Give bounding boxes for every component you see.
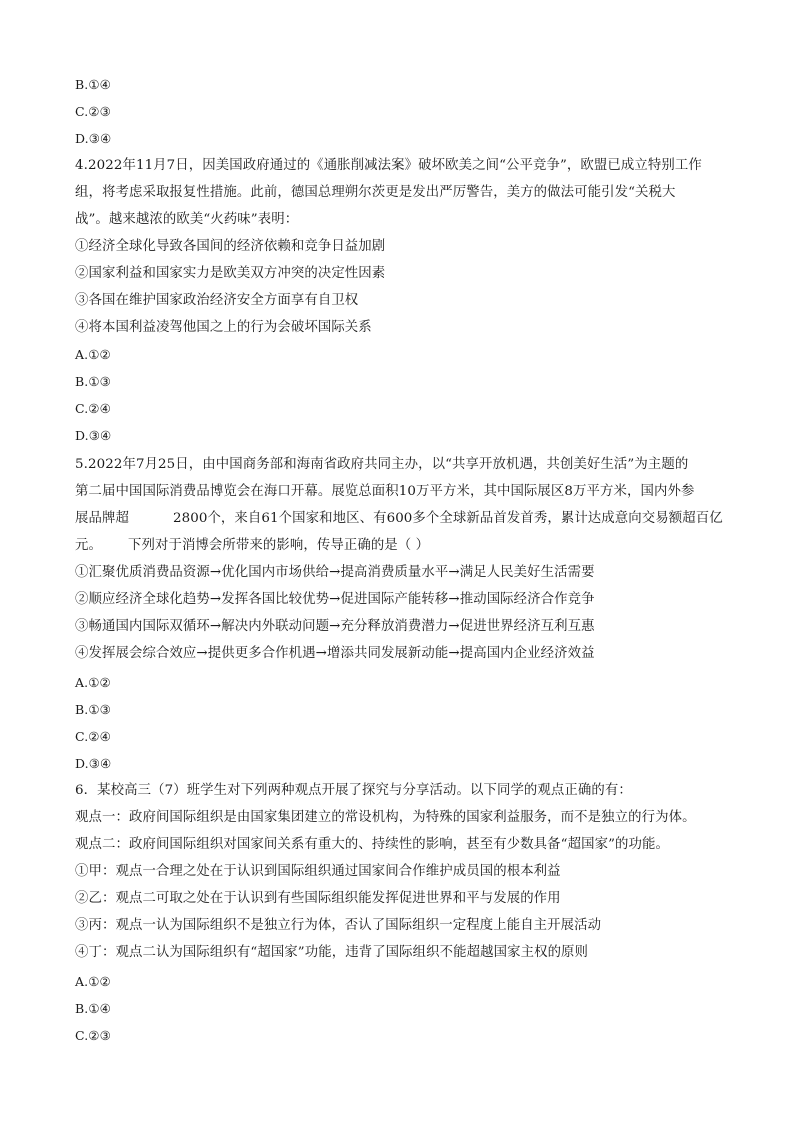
option-a: A.①② [75, 974, 111, 989]
question-5-line-3 [75, 509, 723, 529]
question-5-line-3-part-2: 2800个，来自61个国家和地区、有600多个全球新品首发首秀，累计达成意向交易额超百亿 [172, 511, 723, 526]
option-a: A.①② [75, 675, 111, 690]
option-d: D.③④ [75, 428, 112, 443]
question-4-statement-4: ④将本国利益凌驾他国之上的行为会破坏国际关系 [75, 320, 372, 335]
question-6-viewpoint-1: 观点一：政府间国际组织是由国家集团建立的常设机构，为特殊的国家利益服务，而不是独立的行为体。 [75, 810, 696, 825]
question-6-statement-4: ④丁：观点二认为国际组织有“超国家”功能，违背了国际组织不能超越国家主权的原则 [75, 945, 589, 960]
question-5-statement-4: ④发挥展会综合效应→提供更多合作机遇→增添共同发展新动能→提高国内企业经济效益 [75, 646, 595, 661]
option-b: B.①③ [75, 374, 111, 389]
question-5-line-2: 第二届中国国际消费品博览会在海口开幕。展览总面积10万平方米，其中国际展区8万平方米，国内外参 [75, 484, 695, 499]
question-5-statement-3: ③畅通国内国际双循环→解决内外联动问题→充分释放消费潜力→促进世界经济互利互惠 [75, 619, 595, 634]
question-5-statement-2: ②顺应经济全球化趋势→发挥各国比较优势→促进国际产能转移→推动国际经济合作竞争 [75, 592, 595, 607]
question-5-stem: 下列对于消博会所带来的影响，传导正确的是（ ） [127, 538, 430, 553]
option-d: D.③④ [75, 756, 112, 771]
question-6-line-1: 6．某校高三（7）班学生对下列两种观点开展了探究与分享活动。以下同学的观点正确的有： [75, 783, 632, 798]
question-6-statement-3: ③丙：观点一认为国际组织不是独立行为体，否认了国际组织一定程度上能自主开展活动 [75, 918, 602, 933]
option-c: C.②④ [75, 729, 111, 744]
question-6-viewpoint-2: 观点二：政府间国际组织对国家间关系有重大的、持续性的影响，甚至有少数具备“超国家”的功能。 [75, 837, 669, 852]
question-4-statement-3: ③各国在维护国家政治经济安全方面享有自卫权 [75, 293, 359, 308]
option-b: B.①④ [75, 77, 111, 92]
question-4-line-3: 战”。越来越浓的欧美“火药味”表明： [75, 212, 299, 227]
question-6-statement-1: ①甲：观点一合理之处在于认识到国际组织通过国家间合作维护成员国的根本利益 [75, 864, 561, 879]
question-4-line-1: 4.2022年11月7日，因美国政府通过的《通胀削减法案》破坏欧美之间“公平竞争”，欧盟已成立特别工作 [75, 158, 702, 173]
question-5-line-4-part-1: 元。 [75, 538, 102, 553]
option-c: C.②③ [75, 104, 111, 119]
option-c: C.②③ [75, 1028, 111, 1043]
option-b: B.①④ [75, 1001, 111, 1016]
question-5-line-1: 5.2022年7月25日，由中国商务部和海南省政府共同主办，以“共享开放机遇，共创美好生活”为主题的 [75, 457, 689, 472]
question-4-statement-1: ①经济全球化导致各国间的经济依赖和竞争日益加剧 [75, 239, 386, 254]
question-5-statement-1: ①汇聚优质消费品资源→优化国内市场供给→提高消费质量水平→满足人民美好生活需要 [75, 565, 595, 580]
option-c: C.②④ [75, 401, 111, 416]
question-4-line-2: 组，将考虑采取报复性措施。此前，德国总理朔尔茨更是发出严厉警告，美方的做法可能引发“关税大 [75, 185, 676, 200]
option-a: A.①② [75, 347, 111, 362]
question-6-statement-2: ②乙：观点二可取之处在于认识到有些国际组织能发挥促进世界和平与发展的作用 [75, 891, 561, 906]
option-d: D.③④ [75, 131, 112, 146]
option-b: B.①③ [75, 702, 111, 717]
question-5-line-3-part-1: 展品牌超 [75, 511, 129, 526]
question-4-statement-2: ②国家利益和国家实力是欧美双方冲突的决定性因素 [75, 266, 386, 281]
question-5-line-4 [75, 536, 429, 556]
